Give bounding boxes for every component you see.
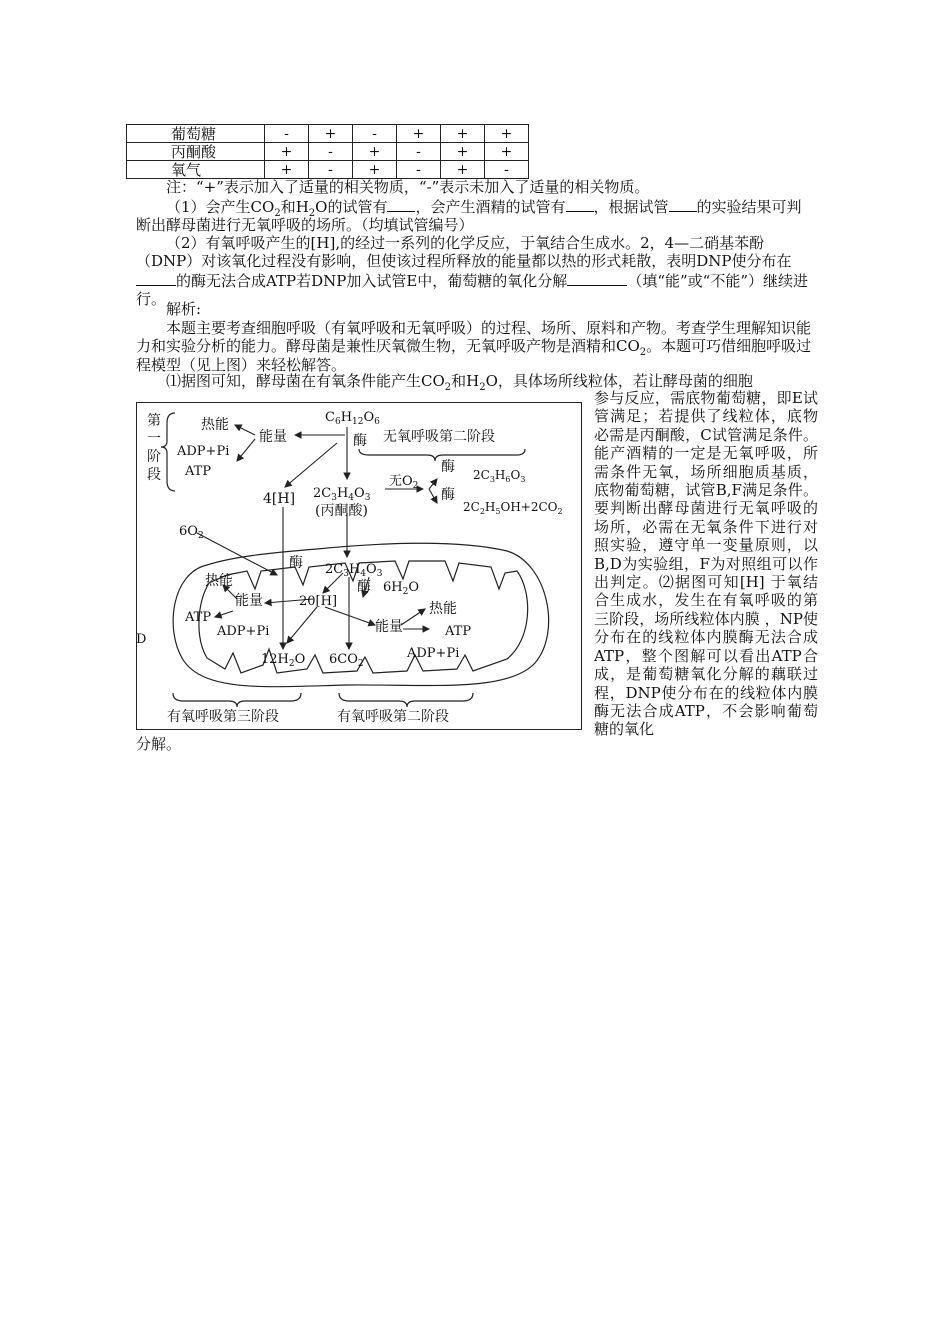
table-row bbox=[127, 143, 529, 161]
label-20h: 20[H] bbox=[299, 594, 338, 609]
label-anaerobic-stage2: 无氧呼吸第二阶段 bbox=[383, 429, 495, 445]
table-cell: + bbox=[353, 161, 397, 179]
table-cell: + bbox=[265, 143, 309, 161]
label-enzyme-2: 酶 bbox=[441, 459, 455, 475]
table-row bbox=[127, 125, 529, 143]
table-cell: - bbox=[309, 143, 353, 161]
label-pyruvate: $2C_3H_4O_3$ bbox=[313, 486, 371, 503]
table-cell: + bbox=[353, 143, 397, 161]
label-atp3: ATP bbox=[445, 624, 472, 639]
label-heat2: 热能 bbox=[205, 573, 233, 589]
row-label: 葡萄糖 bbox=[127, 125, 265, 143]
table-cell: + bbox=[265, 161, 309, 179]
label-ethanol: $2C_2H_5OH+2CO_2$ bbox=[463, 500, 563, 516]
reagent-table bbox=[126, 124, 529, 179]
row-label: 丙酮酸 bbox=[127, 143, 265, 161]
question-2: （2）有氧呼吸产生的[H],的经过一系列的化学反应，于氧结合生成水。2，4—二硝基苯酚（DNP）对该氧化过程没有影响，但使该过程所释放的能量都以热的形式耗散，表明DNP使分布在的酶无法合成ATP若DNP加入试管E中，葡萄糖的氧化分解 （填“能”或“不能”）继续进行。 bbox=[136, 234, 808, 309]
label-pyruvate-2: $2C_3H_4O_3$ bbox=[325, 562, 383, 579]
label-aerobic-stage3: 有氧呼吸第三阶段 bbox=[167, 709, 279, 725]
svg-text:阶: 阶 bbox=[147, 449, 161, 465]
answer-blank[interactable] bbox=[387, 197, 415, 212]
table-cell: - bbox=[353, 125, 397, 143]
label-energy3: 能量 bbox=[375, 619, 403, 635]
analysis-paragraph-1: 本题主要考查细胞呼吸（有氧呼吸和无氧呼吸）的过程、场所、原料和产物。考查学生理解知识能力和实验分析的能力。酵母菌是兼性厌氧微生物，无氧呼吸产物是酒精和$CO_2$。本题可巧借细胞呼吸过程模型（见上图）来轻松解答。 bbox=[136, 319, 812, 374]
label-lactate: $2C_3H_6O_3$ bbox=[473, 468, 526, 484]
table-cell: + bbox=[485, 143, 529, 161]
analysis-paragraph-2: ⑴据图可知，酵母菌在有氧条件能产生$CO_2$和$H_2O$，具体场所线粒体，若让酵母菌的细胞 bbox=[166, 372, 753, 393]
label-enzyme-3: 酶 bbox=[441, 487, 455, 503]
label-water6: $6H_2O$ bbox=[383, 580, 420, 597]
analysis-label: 解析: bbox=[166, 300, 202, 318]
label-enzyme-1: 酶 bbox=[353, 433, 367, 449]
label-adp2: ADP+Pi bbox=[217, 624, 270, 639]
svg-text:一: 一 bbox=[147, 431, 161, 447]
svg-text:段: 段 bbox=[147, 467, 161, 483]
table-row bbox=[127, 161, 529, 179]
label-glucose: $C_6H_{12}O_6$ bbox=[325, 410, 380, 427]
table-cell: - bbox=[309, 161, 353, 179]
label-adp3: ADP+Pi bbox=[407, 646, 460, 661]
table-cell: + bbox=[485, 125, 529, 143]
table-cell: - bbox=[485, 161, 529, 179]
label-heat1: 热能 bbox=[201, 417, 229, 433]
question-1: （1）会产生$CO_2$和$H_2O$的试管有 ，会产生酒精的试管有 ，根据试管 的实验结果可判断出酵母菌进行无氧呼吸的场所。（均填试管编号） bbox=[136, 198, 802, 235]
label-enzyme-5: 酶 bbox=[357, 579, 371, 595]
table-note: 注：“+”表示加入了适量的相关物质，“-”表示未加入了适量的相关物质。 bbox=[166, 178, 650, 196]
label-energy1: 能量 bbox=[259, 429, 287, 445]
answer-blank[interactable] bbox=[136, 271, 176, 286]
stray-mark: D bbox=[136, 632, 147, 647]
label-o2: $6O_2$ bbox=[179, 524, 204, 541]
label-pyruvate-cn: (丙酮酸) bbox=[315, 503, 368, 519]
table-cell: - bbox=[397, 143, 441, 161]
label-water12: $12H_2O$ bbox=[261, 652, 306, 669]
table-cell: + bbox=[441, 125, 485, 143]
label-energy2: 能量 bbox=[235, 593, 263, 609]
label-no-o2: 无$O_2$ bbox=[389, 474, 419, 491]
label-atp1: ATP bbox=[185, 464, 212, 479]
table-cell: + bbox=[397, 125, 441, 143]
answer-blank[interactable] bbox=[567, 271, 627, 286]
row-label: 氧气 bbox=[127, 161, 265, 179]
table-cell: + bbox=[441, 143, 485, 161]
label-co2-6: $6CO_2$ bbox=[329, 652, 364, 669]
answer-blank[interactable] bbox=[566, 197, 594, 212]
table-cell: + bbox=[309, 125, 353, 143]
label-stage1: 第 bbox=[147, 413, 161, 429]
table-cell: + bbox=[441, 161, 485, 179]
analysis-side-text: 参与反应，需底物葡萄糖，即E试管满足；若提供了线粒体，底物必需是丙酮酸，C试管满足条件。能产酒精的一定是无氧呼吸，所需条件无氧，场所细胞质基质，底物葡萄糖，试管B,F满足条件。要判断出酵母菌进行无氧呼吸的场所，必需在无氧条件下进行对照实验，遵守单一变量原则，以B,D为实验组，F为对照组可以作出判定。⑵据图可知[H] 于氧结合生成水，发生在有氧呼吸的第三阶段，场所线粒体内膜 ，NP使分布在的线粒体内膜酶无法合成ATP，整个图解可以看出ATP合成，是葡萄糖氧化分解的藕联过程，DNP使分布在的线粒体内膜酶无法合成ATP，不会影响葡萄糖的氧化 bbox=[594, 389, 818, 739]
table-cell: - bbox=[397, 161, 441, 179]
label-aerobic-stage2: 有氧呼吸第二阶段 bbox=[337, 709, 449, 725]
label-enzyme-4: 酶 bbox=[289, 555, 303, 571]
respiration-diagram bbox=[136, 402, 582, 730]
answer-blank[interactable] bbox=[669, 197, 697, 212]
label-4h: 4[H] bbox=[263, 491, 296, 507]
analysis-tail: 分解。 bbox=[136, 735, 182, 753]
label-atp2: ATP bbox=[185, 610, 212, 625]
label-adp1: ADP+Pi bbox=[177, 444, 230, 459]
label-heat3: 热能 bbox=[429, 601, 457, 617]
table-cell: - bbox=[265, 125, 309, 143]
